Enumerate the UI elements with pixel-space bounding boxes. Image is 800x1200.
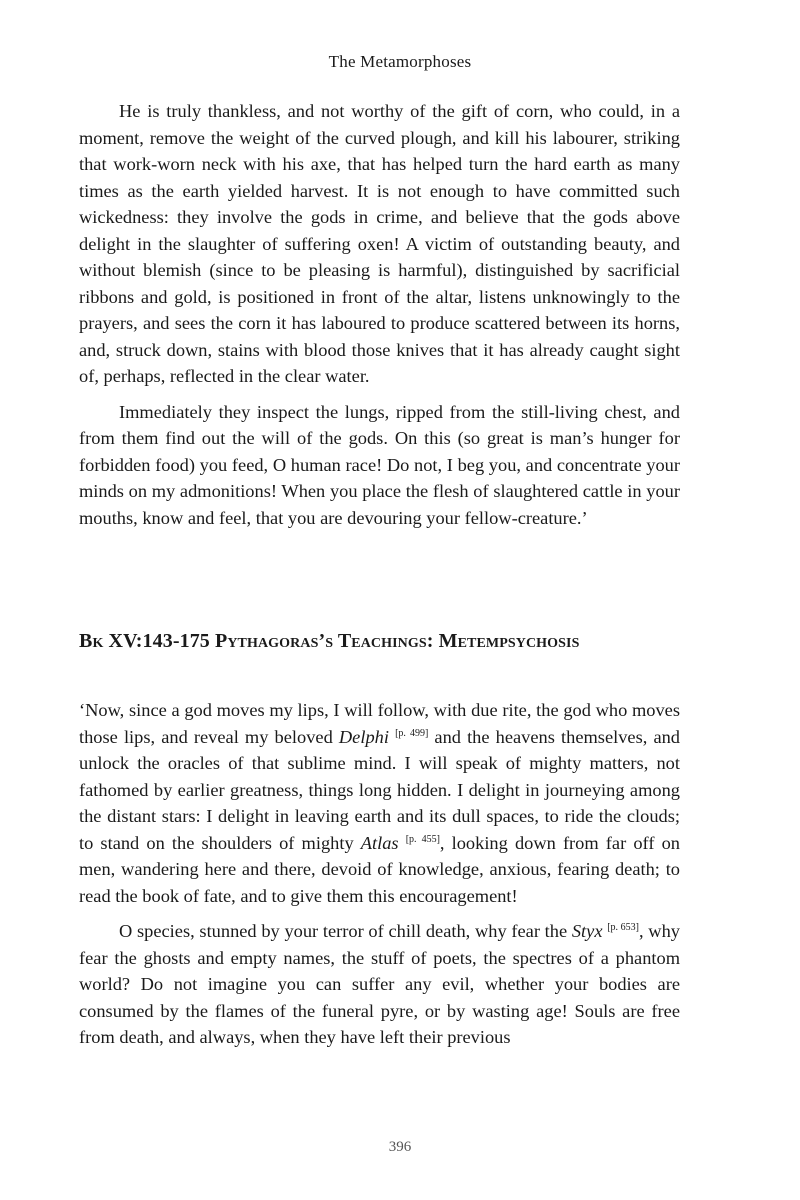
page-number: 396 (388, 1139, 412, 1155)
paragraph: He is truly thankless, and not worthy of the gift of corn, who could, in a moment, remove the weight of the curved plough, and kill his labourer, striking that work-worn neck with his axe, that has helped turn the hard earth as many times as the earth yielded harvest. It is not enough to have committed such wickedness: they involve the gods in crime, and believe that the gods above delight in the slaughter of suffering oxen! A victim of outstanding beauty, and without blemish (since to be pleasing is harmful), distinguished by sacrificial ribbons and gold, is positioned in front of the altar, listens unknowingly to the prayers, and sees the corn it has laboured to produce scattered between its horns, and, struck down, stains with blood those knives that it has already caught sight of, perhaps, reflected in the clear water. (79, 101, 680, 386)
body-text-bottom (79, 697, 680, 1060)
text-run: , looking down from far off on men, wandering here and there, devoid of knowledge, anxious, fearing death; to read the book of fate, and to give them this encouragement! (79, 832, 680, 906)
text-run: O species, stunned by your terror of chill death, why fear the (119, 921, 572, 941)
running-head: The Metamorphoses (328, 52, 472, 71)
paragraph (79, 918, 680, 1051)
paragraph (79, 697, 680, 909)
page-reference: [p. 499] (395, 727, 429, 739)
text-run: and the heavens themselves, and unlock the oracles of that sublime mind. I will speak of mighty matters, not fathomed by earlier greatness, things long hidden. I delight in journeying among the distant stars: I delight in leaving earth and its dull spaces, to ride the clouds; to stand on the shoulders of mighty (79, 726, 680, 853)
page-reference: [p. 653] (607, 921, 639, 933)
body-text-top (79, 98, 680, 540)
proper-name: Styx (571, 921, 603, 941)
text-run: ‘Now, since a god moves my lips, I will follow, with due rite, the god who moves those lips, and reveal my beloved (79, 700, 680, 747)
paragraph: Immediately they inspect the lungs, ripped from the still-living chest, and from them find out the will of the gods. On this (so great is man’s hunger for forbidden food) you feed, O human race! Do not, I beg you, and concentrate your minds on my admonitions! When you place the flesh of slaughtered cattle in your mouths, know and feel, that you are devouring your fellow-creature.’ (79, 401, 680, 528)
proper-name: Atlas (360, 832, 399, 853)
text-run: , why fear the ghosts and empty names, the stuff of poets, the spectres of a phantom world? Do not imagine you can suffer any evil, whether your bodies are consumed by the flames of the funeral pyre, or by wasting age! Souls are free from death, and always, when they have left their previous (79, 921, 680, 1047)
page-reference: [p. 455] (405, 833, 440, 845)
section-heading: Bk XV:143-175 Pythagoras’s Teachings: Metempsychosis (79, 630, 580, 652)
proper-name: Delphi (338, 726, 389, 747)
